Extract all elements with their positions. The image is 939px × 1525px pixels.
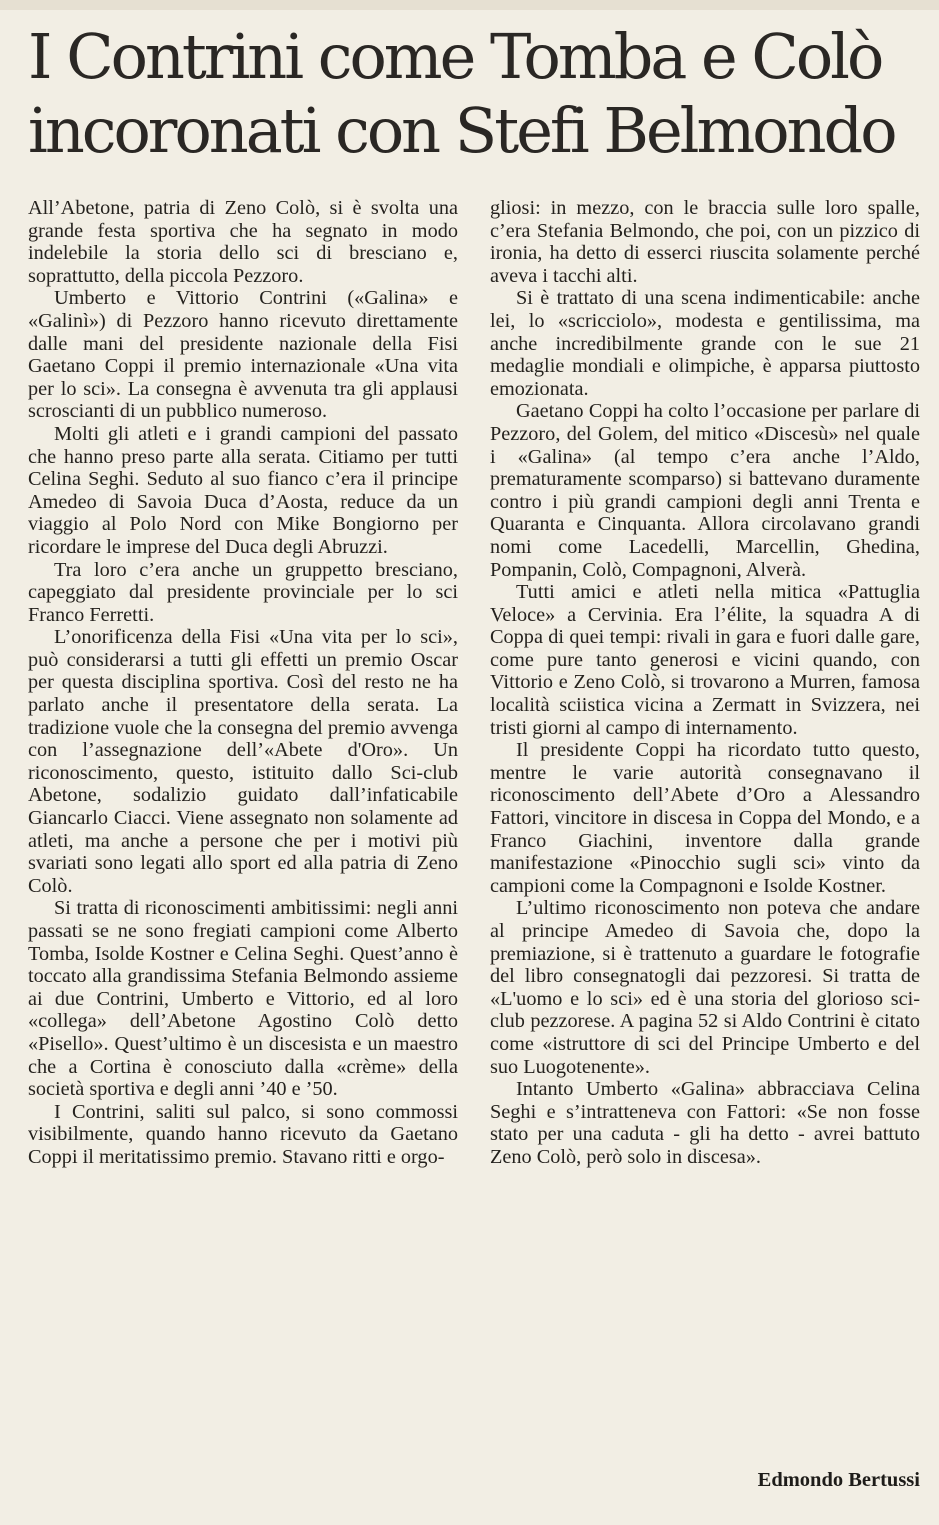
paragraph: gliosi: in mezzo, con le braccia sulle loro spalle, c’era Stefania Belmondo, che poi, con un pizzico di ironia, ha detto di esserci riuscita solamente perché aveva i tacchi alti. (490, 197, 920, 287)
paragraph: L’onorificenza della Fisi «Una vita per lo sci», può considerarsi a tutti gli effetti un premio Oscar per questa disciplina sportiva. Così del resto ne ha parlato anche il presentatore della serata. La tradizione vuole che la consegna del premio avvenga con l’assegnazione dell’«Abete d'Oro». Un riconoscimento, questo, istituito dallo Sci-club Abetone, sodalizio guidato dall’infaticabile Giancarlo Ciacci. Viene assegnato non solamente ad atleti, ma anche a persone che per i motivi più svariati sono legati allo sport ed alla patria di Zeno Colò. (28, 626, 458, 897)
headline-line-1: I Contrini come Tomba e Colò (28, 20, 882, 93)
article-column-left (28, 197, 458, 1169)
paragraph: Si è trattato di una scena indimenticabile: anche lei, lo «scricciolo», modesta e gentilissima, ma anche incredibilmente grande con le sue 21 medaglie mondiali e olimpiche, è apparsa piuttosto emozionata. (490, 287, 920, 400)
paragraph: Si tratta di riconoscimenti ambitissimi: negli anni passati se ne sono fregiati campioni come Alberto Tomba, Isolde Kostner e Celina Seghi. Quest’anno è toccato alla grandissima Stefania Belmondo assieme ai due Contrini, Umberto e Vittorio, ed al loro «collega» dell’Abetone Agostino Colò detto «Pisello». Quest’ultimo è un discesista e un maestro che a Cortina è conosciuto dalla «crème» della società sportiva e degli anni ’40 e ’50. (28, 897, 458, 1101)
paragraph: Il presidente Coppi ha ricordato tutto questo, mentre le varie autorità consegnavano il riconoscimento dell’Abete d’Oro a Alessandro Fattori, vincitore in discesa in Coppa del Mondo, e a Franco Giachini, inventore dalla grande manifestazione «Pinocchio sugli sci» vinto da campioni come la Compagnoni e Isolde Kostner. (490, 739, 920, 897)
article-column-right (490, 197, 920, 1169)
clipping-top-edge (0, 0, 939, 10)
paragraph: Gaetano Coppi ha colto l’occasione per parlare di Pezzoro, del Golem, del mitico «Discesù» nel quale i «Galina» (al tempo c’era anche l’Aldo, prematuramente scomparso) si battevano duramente contro i più grandi campioni degli anni Trenta e Quaranta e Cinquanta. Allora circolavano grandi nomi come Lacedelli, Marcellin, Ghedina, Pompanin, Colò, Compagnoni, Alverà. (490, 400, 920, 581)
headline-line-2: incoronati con Stefi Belmondo (28, 94, 895, 167)
paragraph: Tra loro c’era anche un gruppetto bresciano, capeggiato dal presidente provinciale per lo sci Franco Ferretti. (28, 558, 458, 626)
paragraph: L’ultimo riconoscimento non poteva che andare al principe Amedeo di Savoia che, dopo la premiazione, si è trattenuto a guardare le fotografie del libro consegnatogli dai pezzoresi. Si tratta de «L'uomo e lo sci» ed è una storia del glorioso sci-club pezzorese. A pagina 52 si Aldo Contrini è citato come «istruttore di sci del Principe Umberto e del suo Luogotenente». (490, 897, 920, 1078)
paragraph: Umberto e Vittorio Contrini («Galina» e «Galinì») di Pezzoro hanno ricevuto direttamente dalle mani del presidente nazionale della Fisi Gaetano Coppi il premio internazionale «Una vita per lo sci». La consegna è avvenuta tra gli applausi scroscianti di un pubblico numeroso. (28, 287, 458, 423)
author-byline: Edmondo Bertussi (757, 1469, 920, 1491)
paragraph: Molti gli atleti e i grandi campioni del passato che hanno preso parte alla serata. Citiamo per tutti Celina Seghi. Seduto al suo fianco c’era il principe Amedeo di Savoia Duca d’Aosta, reduce da un viaggio al Polo Nord con Mike Bongiorno per ricordare le imprese del Duca degli Abruzzi. (28, 422, 458, 558)
paragraph: Intanto Umberto «Galina» abbracciava Celina Seghi e s’intratteneva con Fattori: «Se non fosse stato per una caduta - gli ha detto - avrei battuto Zeno Colò, però solo in discesa». (490, 1078, 920, 1168)
paragraph: Tutti amici e atleti nella mitica «Pattuglia Veloce» a Cervinia. Era l’élite, la squadra A di Coppa di quei tempi: rivali in gara e fuori dalle gare, come pure tanto generosi e vicini quando, con Vittorio e Zeno Colò, si trovarono a Murren, famosa località sciistica vicina a Zermatt in Svizzera, nei tristi giorni al campo di internamento. (490, 581, 920, 739)
paragraph: All’Abetone, patria di Zeno Colò, si è svolta una grande festa sportiva che ha segnato in modo indelebile la storia dello sci di bresciano e, soprattutto, della piccola Pezzoro. (28, 197, 458, 287)
paragraph: I Contrini, saliti sul palco, si sono commossi visibilmente, quando hanno ricevuto da Gaetano Coppi il meritatissimo premio. Stavano ritti e orgo- (28, 1100, 458, 1168)
headline (28, 20, 928, 168)
